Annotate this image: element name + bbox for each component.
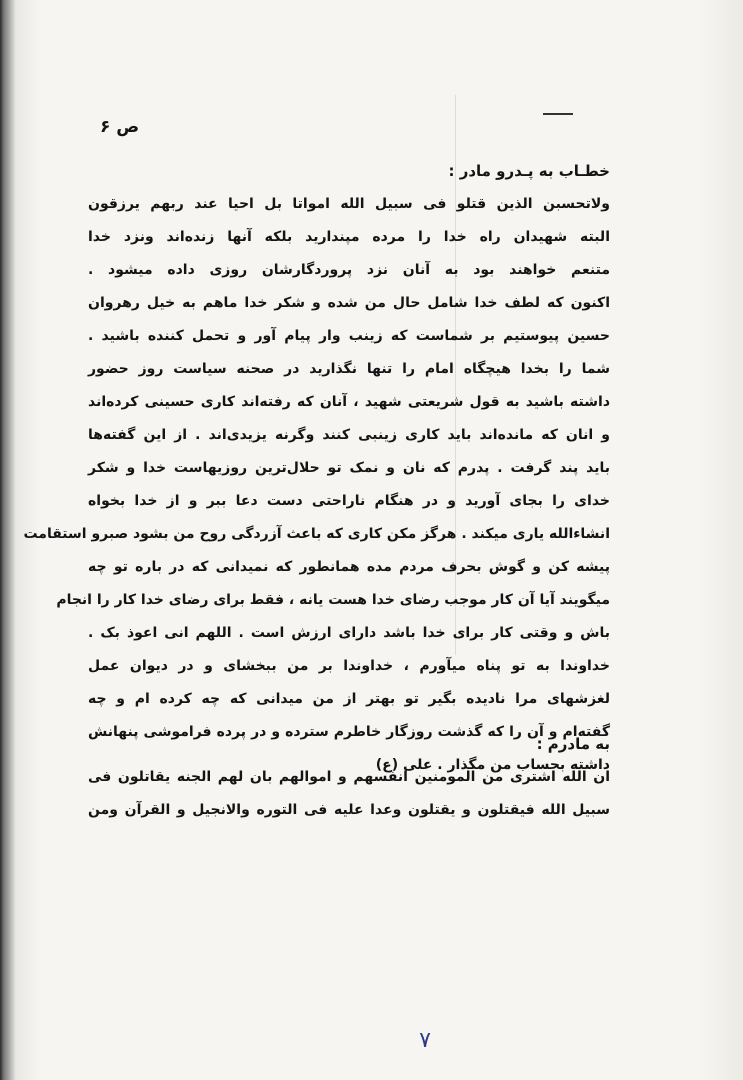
text-line: اکنون که لطف خدا شامل حال من شده و شکر خدا ماهم به خیل رهروان: [88, 295, 610, 311]
text-line: داشته باشید به قول شریعتی شهید ، آنان که رفته‌اند کاری حسینی کرده‌اند: [88, 394, 610, 410]
text-line: خدای را بجای آورید و در هنگام ناراحتی دست دعا ببر و از خدا بخواه: [88, 493, 610, 509]
letter-section-parents: [23, 155, 610, 782]
text-line: ان الله اشتری من المومنین انفسهم و اموالهم بان لهم الجنه یقاتلون فی: [88, 769, 610, 785]
text-line: پیشه کن و گوش بحرف مردم مده همانطور که نمیدانی که در باره تو چه: [88, 559, 610, 575]
section-heading-parents: خطـاب به پـدرو مادر :: [448, 162, 610, 180]
text-line: باید پند گرفت . پدرم که نان و نمک تو حلال‌ترین روزیهاست خدا و شکر: [88, 460, 610, 476]
text-line: گفته‌ام و آن را که گذشت روزگار خاطرم سترده و در پرده فراموشی پنهانش: [88, 724, 610, 740]
handwritten-page-number: ۷: [419, 1028, 431, 1053]
text-line: باش و وقتی کار برای خدا باشد دارای ارزش است . اللهم انی اعوذ بک .: [88, 625, 610, 641]
letter-section-mother: [88, 728, 610, 827]
text-line: متنعم خواهند بود به آنان نزد پروردگارشان روزی داده میشود .: [88, 262, 610, 278]
text-line: میگویند آیا آن کار موجب رضای خدا هست یانه ، فقط برای رضای خدا کار را انجام: [56, 592, 610, 608]
text-line: لغزشهای مرا نادیده بگیر تو بهتر از من میدانی که چه کرده ام و چه: [88, 691, 610, 707]
text-line: البته شهیدان راه خدا را مرده مپندارید بلکه آنها زنده‌اند ونزد خدا: [88, 229, 610, 245]
text-line: حسین پیوستیم بر شماست که زینب وار پیام آور و تحمل کننده باشید .: [88, 328, 610, 344]
section-heading-mother: به مادرم :: [536, 735, 610, 753]
text-line: ولاتحسبن الذین قتلو فی سبیل الله امواتا بل احیا عند ربهم یرزقون: [88, 196, 610, 212]
text-line: شما را بخدا هیچگاه امام را تنها نگذارید در صحنه سیاست روز حضور: [88, 361, 610, 377]
top-dash-mark: [543, 113, 573, 115]
text-line: سبیل الله فیقتلون و یقتلون وعدا علیه فی التوره والانجیل و القرآن ومن: [88, 802, 610, 818]
text-line: انشاءالله یاری میکند . هرگز مکن کاری که باعث آزردگی روح من بشود صبرو استقامت: [23, 526, 610, 542]
text-line: خداوندا به تو پناه میآورم ، خداوندا بر من ببخشای و در دیوان عمل: [88, 658, 610, 674]
text-line: و انان که مانده‌اند باید کاری زینبی کنند وگرنه یزیدی‌اند . از این گفته‌ها: [88, 427, 610, 443]
text-line: داشته بحساب من مگذار . علی (ع): [375, 757, 610, 773]
page-number-label: ص ۶: [100, 117, 140, 137]
